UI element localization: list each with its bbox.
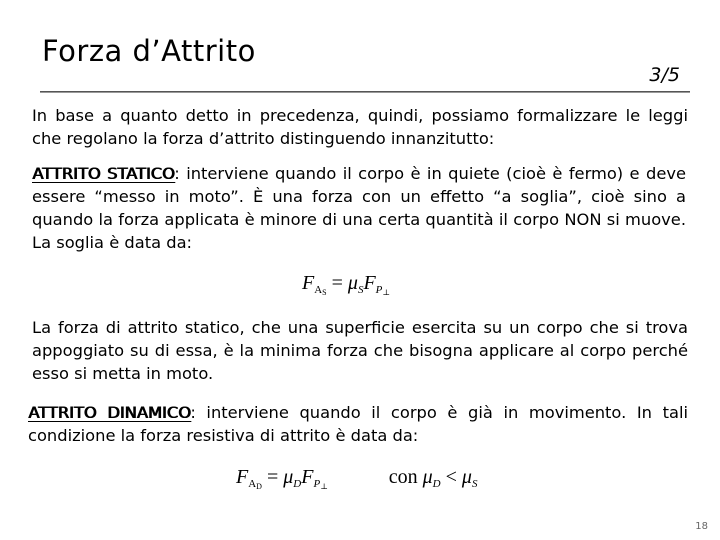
title-rule xyxy=(40,91,690,93)
static-friction-term: ATTRITO STATICO xyxy=(32,164,175,183)
dynamic-friction-text: : interviene quando il corpo è già in movimento. In tali condizione la forza resistiva di attrito è data da: xyxy=(28,403,688,445)
formula-condition-word: con xyxy=(388,466,418,488)
static-friction-text: : interviene quando il corpo è in quiete (cioè è fermo) e deve essere “messo in moto”. È una forza con un effetto “a soglia”, cioè sino a quando la forza applicata è minore di una certa quantità il corpo NON si muove. La soglia è data da: xyxy=(32,164,686,252)
page-indicator: 3/5 xyxy=(649,64,680,86)
dynamic-friction-paragraph xyxy=(28,401,688,447)
static-friction-paragraph xyxy=(32,162,686,254)
static-friction-explanation: La forza di attrito statico, che una superficie esercita su un corpo che si trova appoggiato su di essa, è la minima forza che bisogna applicare al corpo perché esso si metta in moto. xyxy=(32,318,688,383)
static-friction-formula: $F_{A_S} = \mu_SF_{P_\perp}$ xyxy=(302,272,390,297)
slide-number: 18 xyxy=(695,521,708,532)
dynamic-friction-term: ATTRITO DINAMICO xyxy=(28,403,191,422)
dynamic-friction-formula: $F_{A_D} = \mu_DF_{P_\perp}$ con $\mu_D < \mu_S$ xyxy=(236,466,478,491)
slide-title: Forza d’Attrito xyxy=(42,34,256,68)
intro-paragraph: In base a quanto detto in precedenza, quindi, possiamo formalizzare le leggi che regolano la forza d’attrito distinguendo innanzitutto: xyxy=(32,106,688,148)
